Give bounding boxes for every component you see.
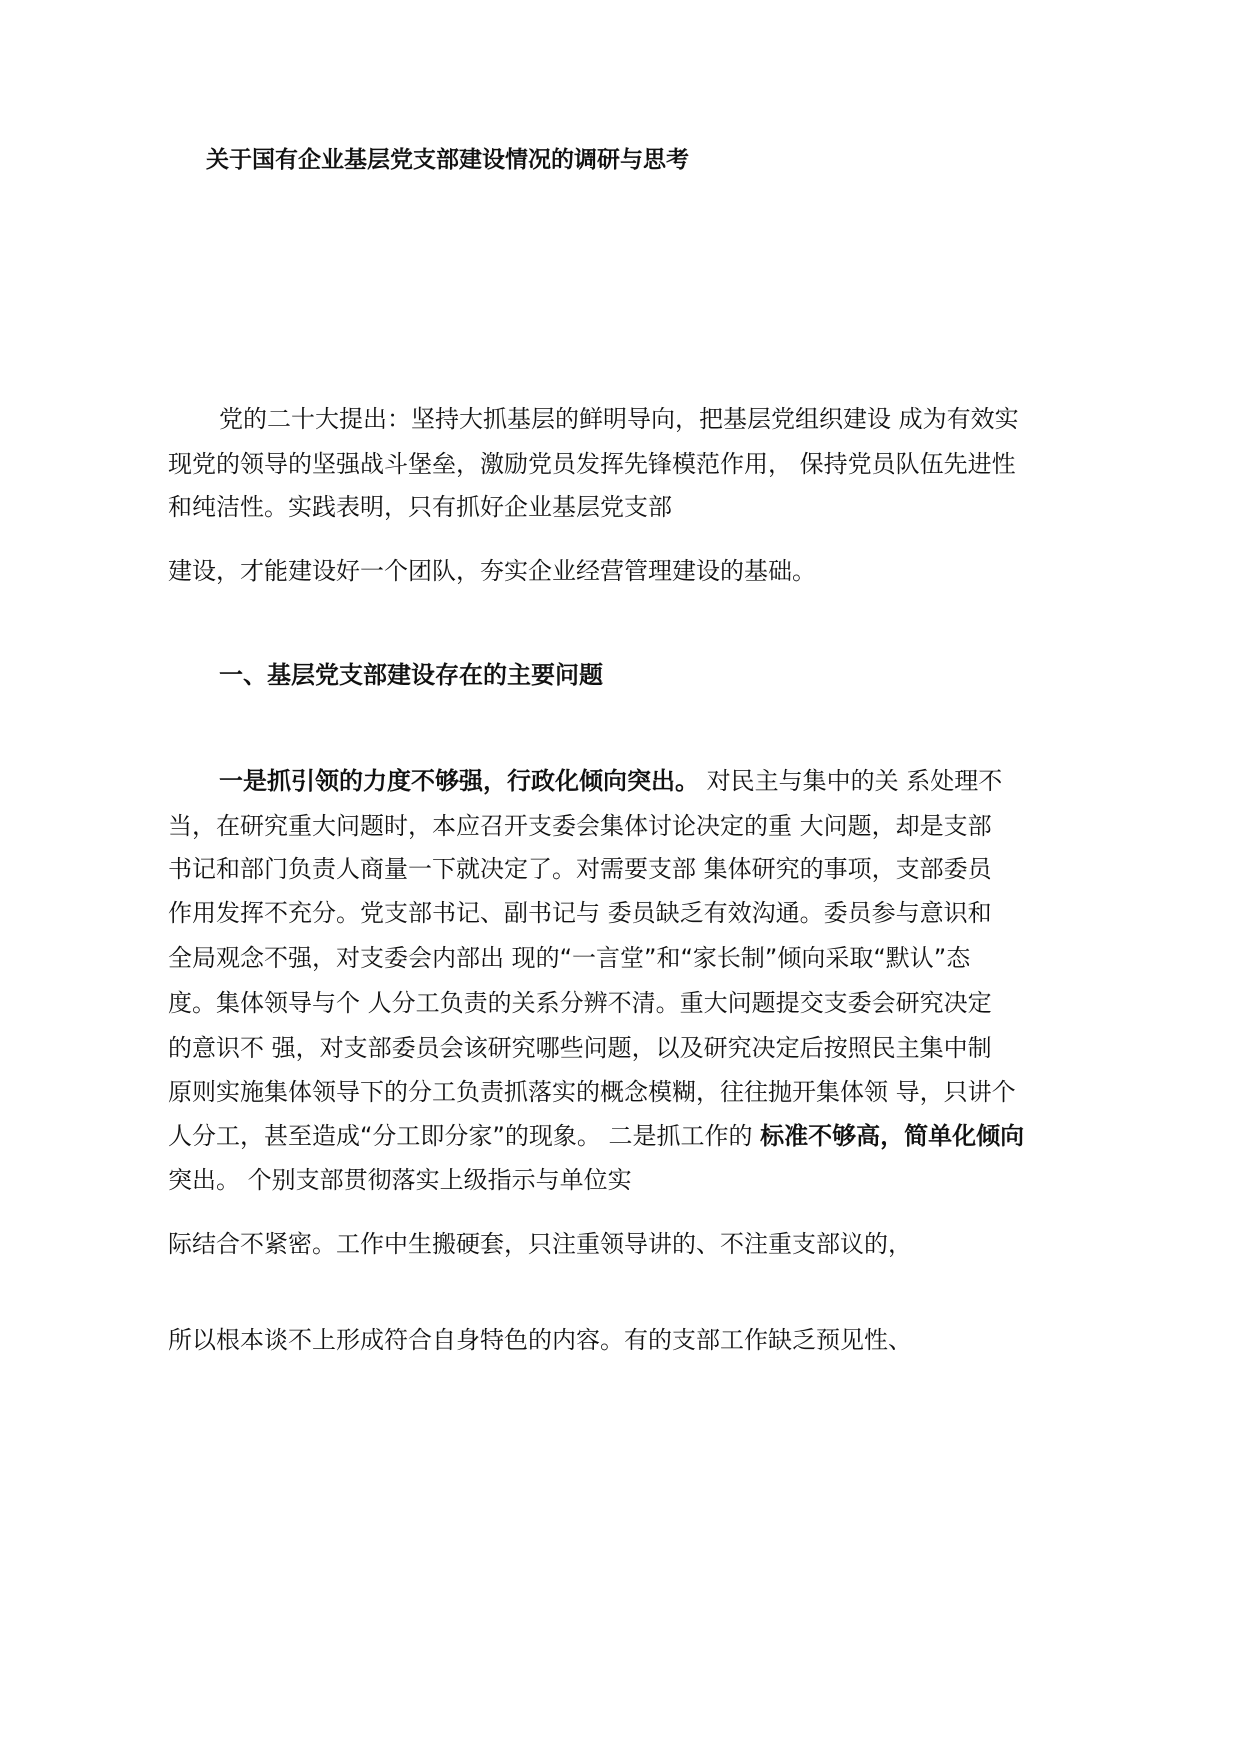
paragraph-line-10: 突出。 个别支部贯彻落实上级指示与单位实 xyxy=(168,1166,632,1194)
point-one-lead: 一是抓引领的力度不够强，行政化倾向突出。 xyxy=(219,767,699,795)
paragraph-line-5: 全局观念不强，对支委会内部出 现的“一言堂”和“家长制”倾向采取“默认”态 xyxy=(168,944,971,972)
paragraph-line-8: 原则实施集体领导下的分工负责抓落实的概念模糊，往往抛开集体领 导，只讲个 xyxy=(168,1078,1016,1106)
paragraph-line-1 xyxy=(219,766,1002,796)
point-two-lead: 标准不够高，简单化倾向 xyxy=(760,1122,1025,1150)
intro-line-4: 建设，才能建设好一个团队，夯实企业经营管理建设的基础。 xyxy=(168,557,816,585)
paragraph-line-4: 作用发挥不充分。党支部书记、副书记与 委员缺乏有效沟通。委员参与意识和 xyxy=(168,899,992,927)
section-heading: 一、基层党支部建设存在的主要问题 xyxy=(219,661,603,689)
paragraph-line-2: 当，在研究重大问题时，本应召开支委会集体讨论决定的重 大问题，却是支部 xyxy=(168,812,992,840)
intro-line-3: 和纯洁性。实践表明，只有抓好企业基层党支部 xyxy=(168,493,672,521)
intro-line-1: 党的二十大提出：坚持大抓基层的鲜明导向，把基层党组织建设 成为有效实 xyxy=(219,405,1019,433)
paragraph-line-12: 所以根本谈不上形成符合自身特色的内容。有的支部工作缺乏预见性、 xyxy=(168,1326,912,1354)
paragraph-line-3: 书记和部门负责人商量一下就决定了。对需要支部 集体研究的事项，支部委员 xyxy=(168,855,992,883)
paragraph-line-9 xyxy=(168,1121,1024,1151)
document-title: 关于国有企业基层党支部建设情况的调研与思考 xyxy=(206,147,689,173)
paragraph-line-11: 际结合不紧密。工作中生搬硬套，只注重领导讲的、不注重支部议的， xyxy=(168,1230,912,1258)
paragraph-line-7: 的意识不 强，对支部委员会该研究哪些问题，以及研究决定后按照民主集中制 xyxy=(168,1034,992,1062)
paragraph-line-6: 度。集体领导与个 人分工负责的关系分辨不清。重大问题提交支委会研究决定 xyxy=(168,989,992,1017)
point-one-text: 对民主与集中的关 系处理不 xyxy=(699,767,1003,795)
intro-line-2: 现党的领导的坚强战斗堡垒，激励党员发挥先锋模范作用， 保持党员队伍先进性 xyxy=(168,450,1016,478)
point-two-prefix: 人分工，甚至造成“分工即分家”的现象。 二是抓工作的 xyxy=(168,1122,761,1150)
